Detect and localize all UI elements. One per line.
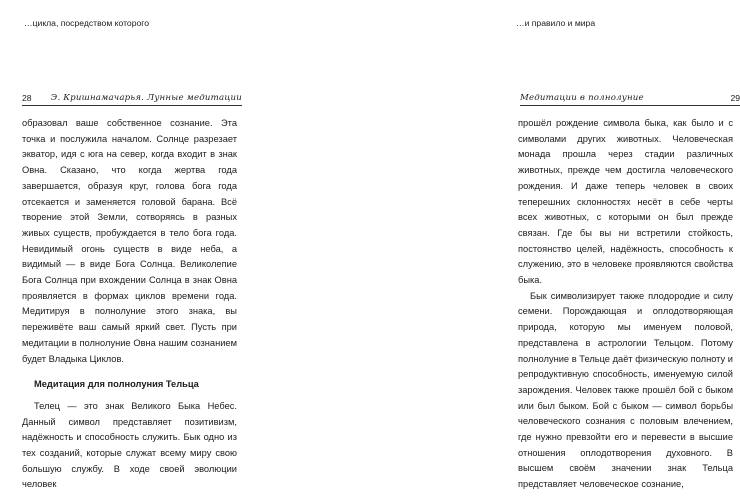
page-number: 29	[730, 93, 740, 103]
body-paragraph: Бык символизирует также плодородие и силу семени. Порождающая и оплодотворяющая природа, которую мы именуем половой, представлена в астрологии Тельцом. Потому полнолуние в Тельце даёт физическую полноту и репродуктивную способность, именуемую силой зарождения. Человек также прошёл бой с быком или был быком. Бой с быком — символ борьбы человеческого сознания с половым влечением, где нужно превзойти его и перевести в высшие отношения оплодотворения духовного. В высшем своём значении знак Тельца представляет человеческое сознание,	[518, 290, 733, 490]
top-cut-text: …и правило и мира	[516, 18, 596, 28]
page-header	[22, 92, 242, 106]
top-cut-text: …цикла, посредством которого	[24, 18, 149, 28]
body-paragraph: прошёл рождение символа быка, как было и с символами других животных. Человеческая монада прошла через стадии различных животных, прежде чем достигла человеческого рождения. И даже теперь человек в своих теперешних склонностях несёт в себе черты всех животных, с которыми он был прежде связан. Где бы вы ни встретили стойкость, постоянство целей, надёжность, способность к служению, это в человеке проявляются свойства быка.	[518, 118, 733, 286]
running-title: Э. Кришнамачарья. Лунные медитации	[50, 93, 242, 103]
header-rule	[22, 105, 242, 106]
page-body	[22, 116, 237, 493]
page-body	[518, 116, 733, 493]
running-title: Медитации в полнолуние	[520, 93, 644, 103]
section-heading: Медитация для полнолуния Тельца	[34, 379, 199, 390]
page-header	[520, 92, 740, 106]
body-paragraph: образовал ваше собственное сознание. Эта точка и послужила началом. Солнце разрезает экватор, идя с юга на север, когда входит в знак Овна. Сказано, что когда жертва года завершается, образуя круг, голова бога года отсекается и заменяется головой барана. Всё творение этой Земли, сотворяясь в разных живых существ, пробуждается в тело бога года. Невидимый огонь существ в виде неба, а видимый — в виде Бога Солнца. Великолепие Бога Солнца при вхождении Солнца в знак Овна проявляется в формах циклов времени года. Медитируя в полнолуние этого знака, вы переживёте ваш самый яркий свет. Пусть при медитации в полнолуние Овна нашим сознанием будет Владыка Циклов.	[22, 118, 237, 364]
body-paragraph: Телец — это знак Великого Быка Небес. Данный символ представляет позитивизм, надёжность и способность служить. Бык одно из тех созданий, которые служат всему миру свою большую службу. В ходе своей эволюции человек	[22, 400, 237, 490]
right-page	[250, 0, 740, 500]
page-number: 28	[22, 93, 32, 103]
header-rule	[520, 105, 740, 106]
left-page	[0, 0, 250, 500]
